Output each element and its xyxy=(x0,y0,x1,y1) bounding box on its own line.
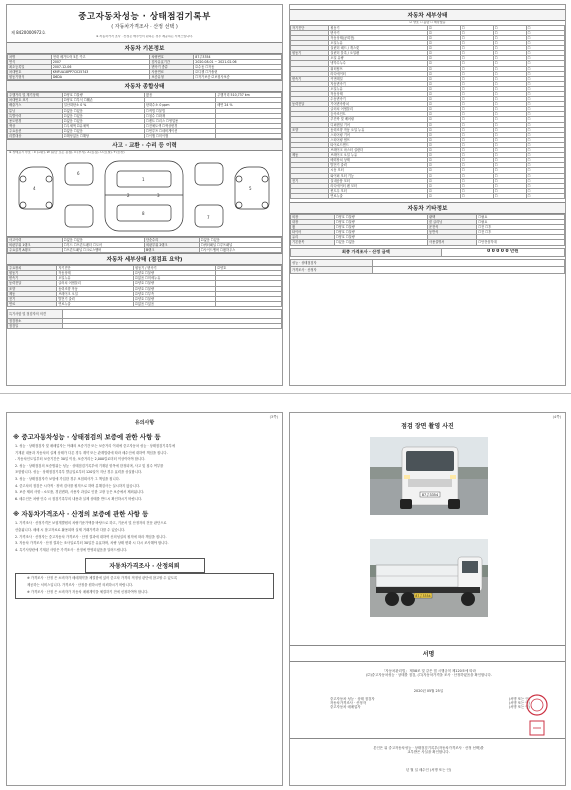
table-cell: 주요골격 A랭크 xyxy=(8,248,63,253)
table-cell: 매연 24 % xyxy=(216,103,282,108)
table-cell: ☑없음 ☐있음 xyxy=(62,118,144,123)
item-cell: 등속조인트 xyxy=(329,112,428,117)
page-detail-state xyxy=(289,4,566,386)
page-subtitle: ( 자동차가격조사 · 산정 선택 ) xyxy=(111,24,178,30)
overall-state-table xyxy=(7,92,282,139)
item-cell: 와이퍼 모터 기능 xyxy=(329,173,428,178)
item-cell: 자동변속기 xyxy=(329,81,428,86)
sign-section-title: 서명 xyxy=(422,651,435,658)
table-cell: D6DA xyxy=(51,75,150,80)
item-cell: 스티어링 기어 xyxy=(329,132,428,137)
item-cell: 작동상태(공회전) xyxy=(329,35,428,40)
receipt-sign-line: 년 월 일 매수인 (서명 또는 인) xyxy=(405,768,452,772)
table-cell: ☐양호 ☐불량 xyxy=(334,230,427,235)
seal-stamp-small-icon xyxy=(528,719,546,737)
table-cell: ☑양호 ☐부식 ☐훼손 xyxy=(62,98,144,103)
check-empty-icon xyxy=(526,193,564,198)
table-cell: 제동 xyxy=(8,291,57,296)
table-cell: ☐적법 ☐불법 xyxy=(144,108,215,113)
table-cell: 차명 xyxy=(8,54,52,59)
item-cell: 시동 모터 xyxy=(329,168,428,173)
item-cell: 스티어링 펌프 xyxy=(329,137,428,142)
paragraph-line: - 자동차인도일부터 보증기간은 30일 이상, 보증거리는 2,000킬로미터 이상이어야 합니다. xyxy=(15,457,146,462)
footer-value xyxy=(62,324,281,329)
table-cell: 일산화탄소 0 % xyxy=(62,103,144,108)
inspector-opinion-table xyxy=(7,309,282,329)
item-cell: 원동기 xyxy=(329,25,428,30)
final-price-table xyxy=(290,248,565,257)
paragraph-line: (☑)중고자동차성능 · 상태를 점검, (☐)자동차가격을 조사 · 산정하였음을 확인합니다. xyxy=(366,673,492,678)
table-cell: 주요장치 xyxy=(8,266,57,271)
paragraph-line: 3. 성능 · 상태점검자가 보험에 가입한 경우 보험회사가 그 책임을 집니다. xyxy=(15,476,120,481)
paragraph-line: 1. 가격조사 · 산정가격은 보험개발원의 차량기준가액을 바탕으로 하고, 기준서 및 산정자의 전문 판단으로 xyxy=(15,521,167,526)
paragraph-line: 4. 특기사항란에 기재된 사항은 가격조사 · 산정에 반영되었음을 알려드립니다. xyxy=(15,547,128,552)
detail-title: 자동차 세부상태 xyxy=(290,9,565,21)
table-cell: 조향 xyxy=(8,286,57,291)
table-cell: ☐렌트 ☐리스 ☐영업용 xyxy=(144,118,215,123)
signer-value xyxy=(373,259,565,266)
signer-row xyxy=(330,705,530,709)
table-cell: 오일누유 xyxy=(57,276,134,281)
truck-rear-image-icon xyxy=(370,539,488,617)
signer-label: 가격조사 · 산정자 xyxy=(291,266,373,273)
table-cell: ☑없음 ☐있음 xyxy=(62,237,144,242)
signer-sign: (서명 또는 인) xyxy=(508,697,530,701)
table-cell: ☐필요 xyxy=(477,214,565,219)
service-note: ※ 자동차가격 조사 · 산정은 매수인이 원하는 경우 제공하는 서비스입니다. xyxy=(95,35,194,38)
table-row xyxy=(291,259,565,266)
table-cell: 광택 xyxy=(427,214,476,219)
table-cell: B랭크 xyxy=(144,248,199,253)
table-cell: ☑없음 ☐있음 xyxy=(62,113,144,118)
table-cell: 2007 xyxy=(51,59,150,64)
item-cell: 실린더 블록 / 오일팬 xyxy=(329,51,428,56)
notice-paragraphs-1 xyxy=(7,444,282,501)
table-cell: 자기진단 xyxy=(57,266,134,271)
signer-label: 성능 · 상태점검자 xyxy=(291,259,373,266)
item-cell: 오일누유 xyxy=(329,41,428,46)
table-cell: 연료누출 xyxy=(57,301,134,306)
table-cell: 주행거리 및 계기상태 xyxy=(8,93,63,98)
table-cell: ☐쿼터패널 ☐루프패널 xyxy=(199,243,281,248)
table-cell: 주행거리 510,737 km xyxy=(216,93,282,98)
table-cell: KMFUA18PP7C025743 xyxy=(51,70,150,75)
table-cell: ☐썬루프 ☐네비게이션 xyxy=(144,128,215,133)
footer-label: 점검일 xyxy=(8,324,63,329)
table-cell: 특별이력 xyxy=(8,113,63,118)
item-cell: 타이로드엔드 xyxy=(329,142,428,147)
truck-front-photo xyxy=(370,437,488,515)
table-cell: 탄화수소 0 ppm xyxy=(144,103,215,108)
category-cell: 제동 xyxy=(291,153,329,158)
detail-legend: ☑ 양호 ☐ 불량 ☐ 해당없음 xyxy=(409,21,446,24)
category-cell: 자기진단 xyxy=(291,25,329,30)
plate-text: 87주3354 xyxy=(421,493,439,497)
notice-header: 유의사항 xyxy=(134,420,155,426)
seal-stamp-icon xyxy=(525,693,549,717)
table-cell: 운전석 xyxy=(427,225,476,230)
svg-text:2: 2 xyxy=(127,192,130,198)
table-cell: 현대 메가트럭 5톤 카고 xyxy=(51,54,150,59)
table-cell: ☐사이드멤버 ☐휠하우스 xyxy=(199,248,281,253)
item-cell: 실린더 헤드 / 개스킷 xyxy=(329,46,428,51)
table-cell: 휠 xyxy=(291,225,335,230)
table-cell: 연식 xyxy=(8,59,52,64)
table-row xyxy=(291,193,565,198)
table-cell: 많음 xyxy=(144,93,215,98)
page-number: (3쪽) xyxy=(269,415,278,419)
svg-text:1: 1 xyxy=(142,176,145,182)
table-cell xyxy=(216,301,282,306)
item-cell: 디퍼렌셜 기어 xyxy=(329,122,428,127)
car-damage-diagram xyxy=(7,155,282,237)
page-number: (4쪽) xyxy=(552,415,561,419)
table-row xyxy=(8,134,282,139)
table-cell: 브레이크 오일 xyxy=(57,291,134,296)
item-cell: 클러치 어셈블리 xyxy=(329,107,428,112)
table-cell: ☑양호 ☐불량 xyxy=(62,93,144,98)
table-cell: ☐안전삼각대 xyxy=(477,240,565,245)
table-cell: 차량번호 xyxy=(150,54,194,59)
table-cell: ☐후드 ☐프론트펜더 ☐도어 xyxy=(62,243,144,248)
table-cell: 전기 xyxy=(8,296,57,301)
page-title: 중고자동차성능 · 상태점검기록부 xyxy=(78,12,211,22)
item-cell: 배력장치 상태 xyxy=(329,158,428,163)
table-cell: ☐양호 ☐불량 xyxy=(334,235,427,240)
item-cell: 브레이크 오일 누유 xyxy=(329,153,428,158)
table-row xyxy=(8,324,282,329)
paragraph-line: 4. 중고차의 점검은 시각적 · 장비 검사를 원칙으로 하며 분해검사는 실시하지 않습니다. xyxy=(15,483,141,488)
section-detail-summary: 자동차 세부상태 (점검표 요약) xyxy=(7,253,282,265)
accident-legend: ※ 상태표시 부호 : X (교환), W (판금 또는 용접), C (부식), A (흠집), U (요철), T (손상) xyxy=(9,151,125,155)
receipt-statement xyxy=(290,746,566,754)
table-cell: 사고이력 xyxy=(8,237,63,242)
signer-list xyxy=(330,697,530,710)
final-price-value: 0 0 0 0 0 만원 xyxy=(441,248,564,256)
basic-info-table xyxy=(7,54,282,80)
request-box xyxy=(15,573,274,599)
table-cell: ☑디젤 ☐가솔린 xyxy=(194,70,282,75)
footer-label: 특기사항 및 점검자의 의견 xyxy=(8,309,63,318)
table-cell: 연료 xyxy=(8,301,57,306)
table-cell: 2020.08.01 ~ 2021.02.06 xyxy=(194,59,282,64)
table-cell: ☑양호 ☐불량 xyxy=(134,296,216,301)
table-cell: 2007-12-06 xyxy=(51,64,150,69)
item-cell: 기어변속장치 xyxy=(329,102,428,107)
other-info-table xyxy=(290,214,565,246)
paragraph-line: 본인은 위 중고자동차성능 · 상태점검기록부(자동차가격조사 · 산정 선택)를 xyxy=(373,746,484,750)
svg-text:8: 8 xyxy=(142,210,145,216)
table-cell: ☐양호 ☐불량 xyxy=(334,220,427,225)
item-cell: 실내송풍 모터 xyxy=(329,178,428,183)
paragraph-line: 3. 자동차 가격조사 · 산정 결과는 조사일로부터 30일간 유효하며, 차량 상태 변화 시 다시 조사해야 합니다. xyxy=(15,541,169,546)
section-accident-history: 사고 · 교환 · 수리 등 이력 xyxy=(7,139,282,151)
paragraph-line: ※ 가격조사 · 산정 은 소비자가 매매계약을 체결함에 있어 중고차 가격의 적정성 판단에 참고할 수 있도록 xyxy=(27,576,178,581)
category-cell: 원동기 xyxy=(291,51,329,56)
table-cell: ☑없음 ☐미세누유 xyxy=(134,276,216,281)
paragraph-line: 포함합니다. 성능 · 상태점검기록부 발급일로부터 120일이 지난 경우 효력을 상실합니다. xyxy=(15,470,143,475)
page-divider xyxy=(0,393,571,394)
table-cell: ☐침수 ☐화재 xyxy=(144,113,215,118)
table-cell: ☐있음 ☐없음 xyxy=(334,240,427,245)
sign-statement xyxy=(304,669,554,677)
table-cell: ☐양호 ☐불량 xyxy=(334,214,427,219)
signer-sign: (서명 또는 인) xyxy=(508,705,530,710)
table-row xyxy=(8,248,282,253)
table-cell: 최초등록일 xyxy=(8,64,52,69)
notice-section-1: ※ 중고자동차성능 · 상태점검의 보증에 관한 사항 등 xyxy=(13,433,161,441)
category-cell: 변속기 xyxy=(291,76,329,81)
category-cell xyxy=(291,193,329,198)
check-empty-icon xyxy=(493,193,526,198)
table-row xyxy=(291,266,565,273)
truck-rear-photo xyxy=(370,539,488,617)
truck-front-image-icon xyxy=(370,437,488,515)
table-cell: ☑양호 xyxy=(216,266,282,271)
rear-plate-text: 87주3354 xyxy=(415,594,431,598)
svg-text:5: 5 xyxy=(249,185,252,191)
item-cell: 수동변속기 xyxy=(329,97,428,102)
item-cell: 추진축 및 베어링 xyxy=(329,117,428,122)
table-cell: 87주3354 xyxy=(194,54,282,59)
table-cell: ☑없음 ☐있음 xyxy=(199,237,281,242)
table-row xyxy=(8,75,282,80)
category-cell: 전기 xyxy=(291,178,329,183)
table-cell: 클러치 어셈블리 xyxy=(57,281,134,286)
check-good-icon xyxy=(427,193,460,198)
photos-title: 점검 장면 촬영 사진 xyxy=(401,423,454,430)
table-cell: ☐무채색 ☑유채색 xyxy=(62,123,144,128)
page-inspection-record xyxy=(6,4,283,386)
table-cell: 용도변경 xyxy=(8,118,63,123)
table-cell: 동력조향 작동 xyxy=(57,286,134,291)
table-cell: 타이어 xyxy=(291,230,335,235)
svg-text:6: 6 xyxy=(77,170,80,176)
table-cell: 동력전달 xyxy=(8,281,57,286)
check-empty-icon xyxy=(460,193,493,198)
paragraph-line: 2. 성능 · 상태점검의 보증범위는 성능 · 상태점검기록부에 기재된 항목에 한정되며, 사고 및 침수 여부를 xyxy=(15,463,164,468)
item-cell: 변속기 xyxy=(329,30,428,35)
item-cell: 오일누유 xyxy=(329,86,428,91)
car-outline-icon xyxy=(7,155,282,237)
final-price-label: 최종 가격조사 · 산정 금액 xyxy=(291,248,442,256)
table-cell: 차대번호 xyxy=(8,70,52,75)
section-other-info: 자동차 기타정보 xyxy=(290,202,565,214)
table-cell: ☐프론트패널 ☐크로스멤버 xyxy=(62,248,144,253)
table-cell: 기본품목 xyxy=(291,240,335,245)
table-cell: 외판부위 1랭크 xyxy=(8,243,63,248)
item-cell: 냉각수누수 xyxy=(329,61,428,66)
paragraph-line: 기재된 내용과 자동차의 실제 상태가 다른 경우 계약 또는 관계법령에 따라 매수인에 대하여 책임을 집니다. xyxy=(15,450,168,455)
table-cell: ☑없음 ☐있음 xyxy=(134,301,216,306)
item-cell: 라디에이터 xyxy=(329,71,428,76)
table-cell: 룸 클리닝 xyxy=(427,220,476,225)
signer-role: 중고자동차 매매업자 xyxy=(330,705,361,710)
paragraph-line: 5. 보증 제외 사항 : 소모품, 경년변화, 사용자 과실로 인한 고장 등은 보증에서 제외됩니다. xyxy=(15,490,145,495)
table-cell: 동반석 xyxy=(427,230,476,235)
table-cell: 색상 xyxy=(8,123,63,128)
category-cell: 조향 xyxy=(291,127,329,132)
detail-state-table xyxy=(290,25,565,199)
table-row xyxy=(8,301,282,306)
accident-table xyxy=(7,237,282,253)
item-cell: 윈도우 모터 xyxy=(329,188,428,193)
page-photos-signature xyxy=(289,412,566,786)
sign-table xyxy=(290,259,565,274)
signer-value xyxy=(373,266,565,273)
table-cell: 작동상태 xyxy=(57,271,134,276)
table-cell: ☑해당없음 ☐해당 xyxy=(62,134,144,139)
sign-divider xyxy=(290,645,566,646)
paragraph-line: ※ 가격조사 · 산정 은 소비자가 자동차 매매계약을 체결하기 전에 신청하여야 합니다. xyxy=(27,589,149,594)
table-cell: ☑없음 ☐있음 xyxy=(62,108,144,113)
item-cell: 발전기 출력 xyxy=(329,163,428,168)
paragraph-line: 「자동차관리법」 제58조 및 같은 법 시행규칙 제120조에 따라 xyxy=(382,669,476,673)
table-cell: ☐전 ☐후 xyxy=(477,230,565,235)
table-cell: ☐전 ☐후 xyxy=(477,225,565,230)
table-cell: 검사유효기간 xyxy=(150,59,194,64)
table-cell xyxy=(216,134,282,139)
table-cell: 원동기형식 xyxy=(8,75,52,80)
table-cell: 외판부위 2랭크 xyxy=(144,243,199,248)
table-cell: 리콜대상 xyxy=(8,134,63,139)
paragraph-line: 교부받은 사실을 확인합니다. xyxy=(407,750,450,755)
table-cell: ☑없음 ☐있음 xyxy=(62,128,144,133)
item-cell: 워터펌프 xyxy=(329,66,428,71)
svg-text:3: 3 xyxy=(157,192,160,198)
table-cell: ☑양호 ☐불량 xyxy=(134,281,216,286)
table-cell: ☐자가보증 ☑보험사보증 xyxy=(194,75,282,80)
item-cell: 라디에이터 팬 모터 xyxy=(329,183,428,188)
table-cell: ☐전체도색 ☐색상변경 xyxy=(144,123,215,128)
signer-role: 자동차가격조사 · 산정자 xyxy=(330,701,366,706)
table-cell: 변속기 xyxy=(8,276,57,281)
table-cell: 원동기 xyxy=(8,271,57,276)
svg-text:4: 4 xyxy=(33,185,36,191)
footer-value xyxy=(62,309,281,318)
table-cell: 외장 xyxy=(291,214,335,219)
paragraph-line: 6. 매수인은 차량 인수 시 점검기록부의 내용과 실제 상태를 반드시 확인하시기 바랍니다. xyxy=(15,496,143,501)
table-cell: 보증유형 xyxy=(150,75,194,80)
table-cell: ☐필요 xyxy=(477,220,565,225)
item-cell: 연료누출 xyxy=(329,193,428,198)
paragraph-line: 1. 성능 · 상태점검자 및 매매업자는 아래의 보증기간 또는 보증거리 이내에 중고자동차 성능 · 상태점검기록부에 xyxy=(15,444,176,448)
table-cell: 유리 xyxy=(291,235,335,240)
sign-date: 2020년 05월 25일 xyxy=(413,689,444,693)
table-cell: 차대번호 표기 xyxy=(8,98,63,103)
table-cell: 사용연료 xyxy=(150,70,194,75)
item-cell: 오일 유량 xyxy=(329,56,428,61)
table-cell: ☑양호 ☐불량 xyxy=(134,286,216,291)
document-number: 제 8420000972호 xyxy=(11,30,46,35)
table-cell: 단순수리 xyxy=(144,237,199,242)
table-cell: 튜닝 xyxy=(8,108,63,113)
table-cell: 발전기 출력 xyxy=(57,296,134,301)
item-cell: 커먼레일 xyxy=(329,76,428,81)
item-cell: 동력조향 작동 오일 누유 xyxy=(329,127,428,132)
page-notice xyxy=(6,412,283,786)
table-cell: 변속기 종류 xyxy=(150,64,194,69)
request-box-title: 자동차가격조사 · 산정의뢰 xyxy=(85,558,205,573)
table-cell: 원동기 / 변속기 xyxy=(134,266,216,271)
signer-role: 중고자동차 성능 · 상태 점검자 xyxy=(330,697,375,701)
table-cell: 사용설명서 xyxy=(427,240,476,245)
item-cell: 브레이크 마스터 실린더 xyxy=(329,148,428,153)
section-overall-state: 자동차 종합상태 xyxy=(7,80,282,92)
table-cell: 주요옵션 xyxy=(8,128,63,133)
paragraph-line: 2. 가격조사 · 산정자는 중고자동차 가격조사 · 산정 결과에 대하여 신의성실의 원칙에 따라 책임을 집니다. xyxy=(15,534,167,539)
category-cell: 동력전달 xyxy=(291,102,329,107)
section-basic-info: 자동차 기본정보 xyxy=(7,42,282,54)
svg-text:7: 7 xyxy=(207,214,210,220)
table-cell: 배출가스 xyxy=(8,103,63,108)
notice-paragraphs-2 xyxy=(7,521,282,552)
table-cell: ☑양호 ☐불량 xyxy=(134,271,216,276)
table-cell: ☐양호 ☐불량 xyxy=(334,225,427,230)
table-cell: ☐이행 ☐미이행 xyxy=(144,134,215,139)
item-cell: 작동상태 xyxy=(329,92,428,97)
table-row xyxy=(8,309,282,318)
table-cell: ☑양호 ☐부족 xyxy=(134,291,216,296)
paragraph-line: 산출됩니다. 매매 시 참고자료로 활용되며 실제 거래가격과 다를 수 있습니다. xyxy=(15,527,126,532)
signer-sign: (서명 또는 인) xyxy=(508,701,530,706)
table-cell: ☑수동 ☐자동 xyxy=(194,64,282,69)
table-row xyxy=(291,240,565,245)
notice-section-2: ※ 자동차가격조사 · 산정의 보증에 관한 사항 등 xyxy=(13,510,149,519)
footer-label: 점검장소 xyxy=(8,318,63,323)
table-cell: 내장 xyxy=(291,220,335,225)
detail-summary-table xyxy=(7,265,282,307)
paragraph-line: 제공하는 서비스입니다. 가격조사 · 산정을 원하시면 의뢰하시기 바랍니다. xyxy=(27,582,134,587)
